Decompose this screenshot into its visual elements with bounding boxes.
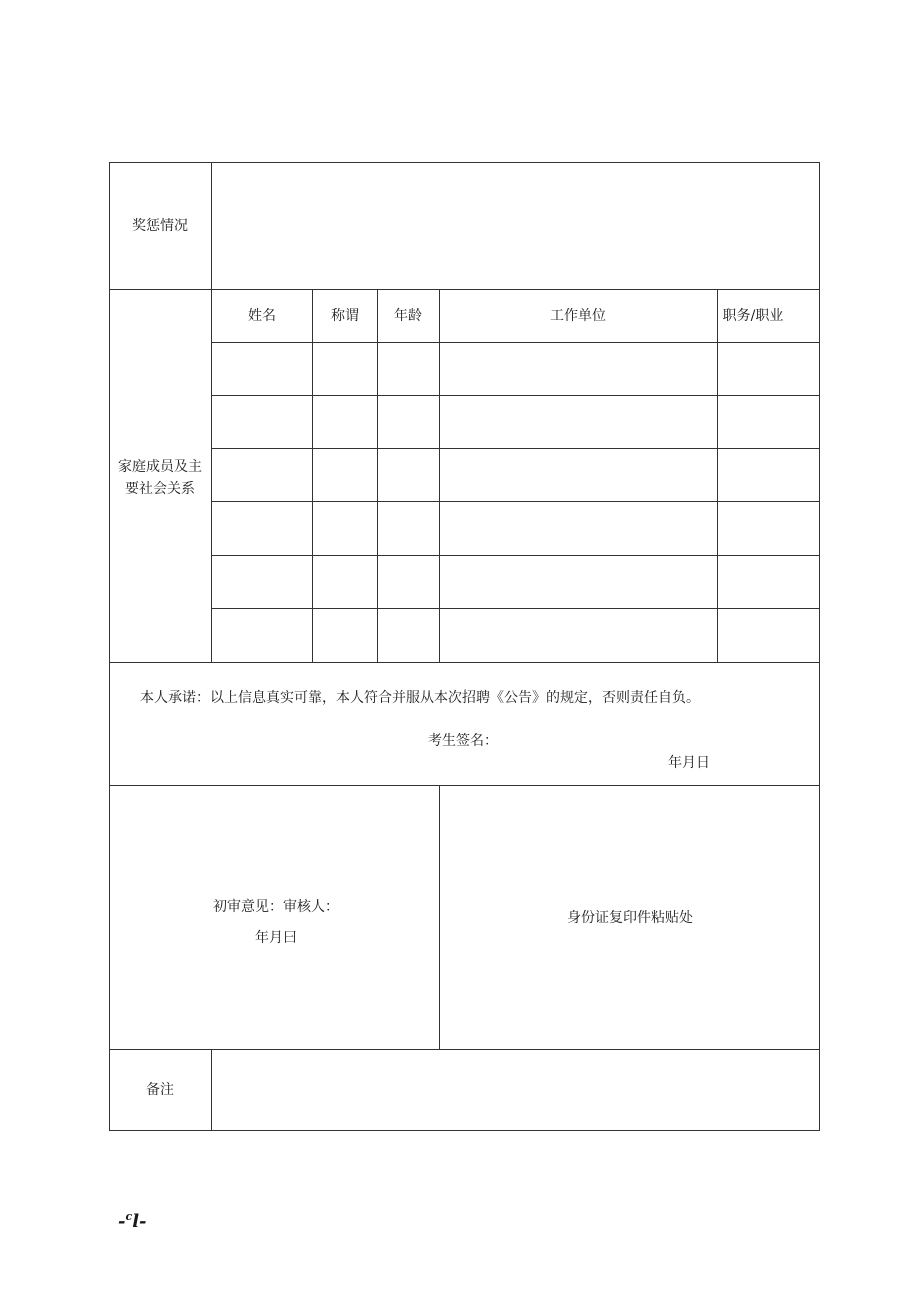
header-position: 职务/职业 <box>722 308 784 324</box>
divider <box>717 289 718 662</box>
id-copy-label: 身份证复印件粘贴处 <box>567 910 693 926</box>
divider <box>211 1049 212 1130</box>
review-opinion-label: 初审意见：审核人： <box>213 899 339 915</box>
header-name: 姓名 <box>248 308 276 324</box>
awards-label: 奖惩情况 <box>132 218 188 234</box>
divider <box>110 1049 819 1050</box>
divider <box>211 501 819 502</box>
header-workplace: 工作单位 <box>550 308 606 324</box>
divider <box>110 289 819 290</box>
review-date-label: 年月曰 <box>255 930 297 946</box>
divider <box>377 289 378 662</box>
page-number-suffix: - <box>139 1211 147 1232</box>
divider <box>439 289 440 662</box>
divider <box>211 608 819 609</box>
divider <box>312 289 313 662</box>
divider <box>211 448 819 449</box>
header-relation: 称谓 <box>331 308 359 324</box>
divider <box>439 785 440 1049</box>
divider <box>211 163 212 662</box>
family-label-line2: 要社会关系 <box>125 481 195 497</box>
divider <box>110 662 819 663</box>
page-number <box>118 1210 147 1232</box>
application-form-table <box>109 162 820 1131</box>
divider <box>211 555 819 556</box>
pledge-date-label: 年月日 <box>668 755 710 771</box>
header-age: 年龄 <box>394 308 422 324</box>
page-number-sup: c <box>125 1210 133 1223</box>
pledge-text: 本人承诺：以上信息真实可靠，本人符合并服从本次招聘《公告》的规定，否则责任自负。 <box>140 690 700 706</box>
divider <box>211 395 819 396</box>
family-label-line1: 家庭成员及主 <box>118 459 202 475</box>
page-number-main: l <box>132 1211 140 1232</box>
divider <box>211 342 819 343</box>
page-number-prefix: - <box>118 1211 126 1232</box>
remarks-label: 备注 <box>146 1082 174 1098</box>
divider <box>110 785 819 786</box>
signature-label: 考生签名： <box>428 733 498 749</box>
